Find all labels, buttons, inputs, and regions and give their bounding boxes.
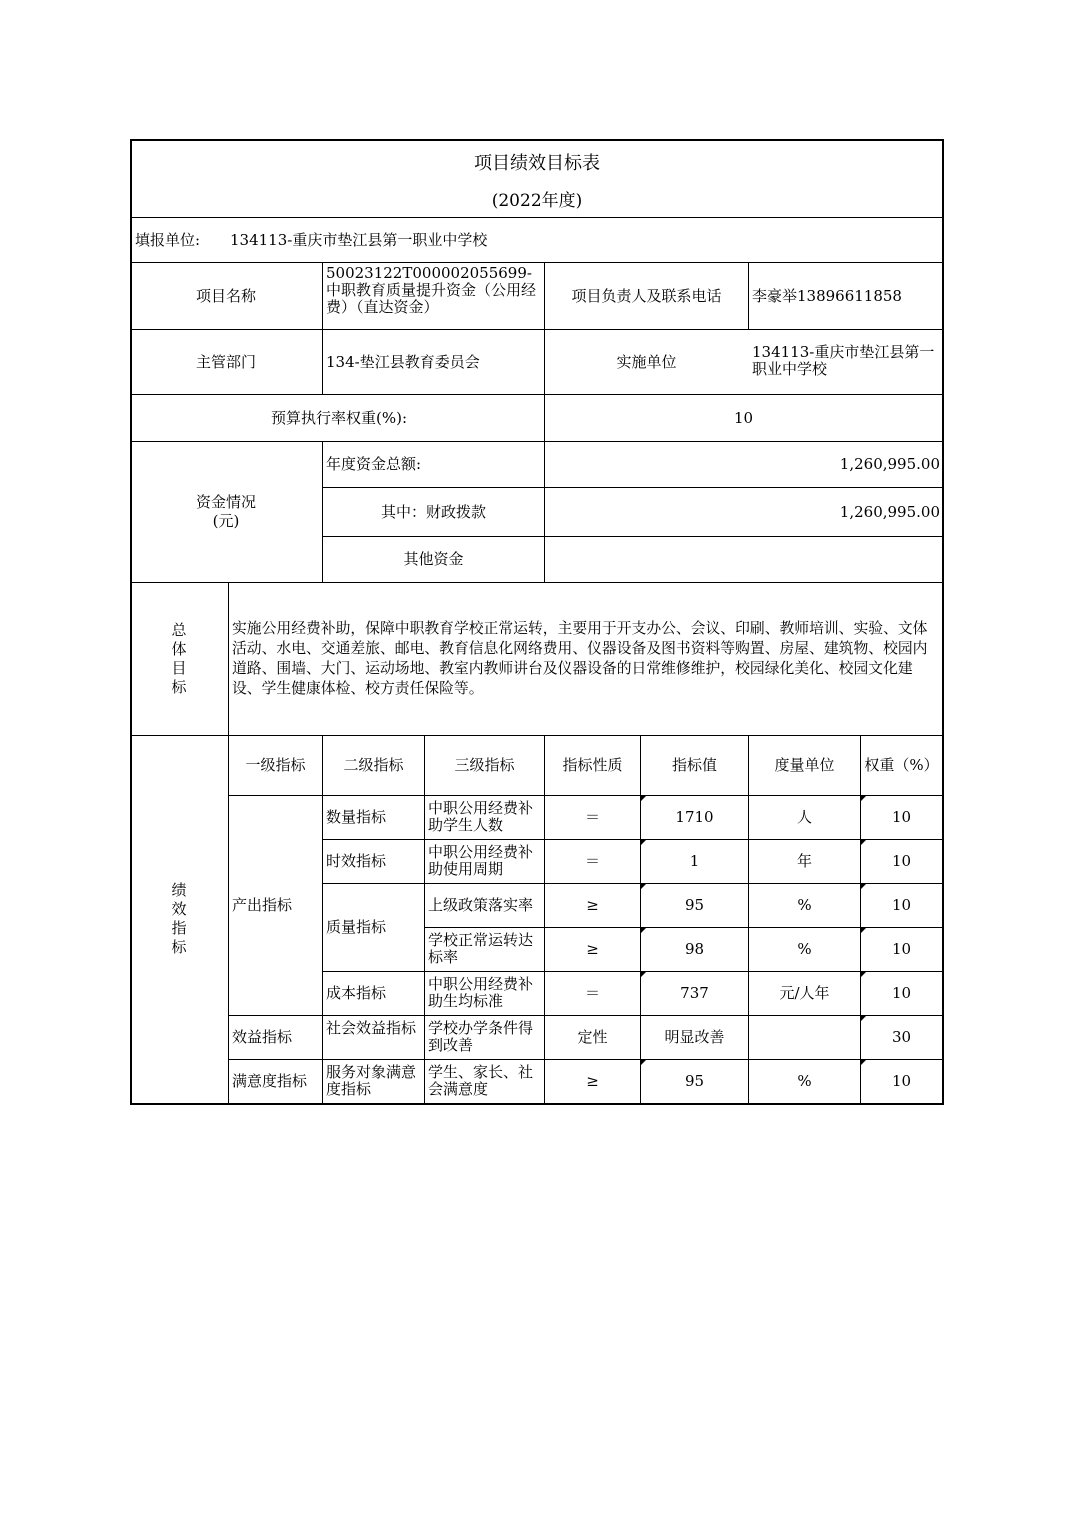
budget-rate-label: 预算执行率权重(%):	[270, 408, 407, 427]
fiscal-value: 1,260,995.00	[839, 502, 940, 521]
header-weight: 权重（%）	[864, 756, 939, 774]
table-row-0-weight: 10	[891, 808, 912, 826]
table-row-2-weight: 10	[891, 896, 912, 914]
table-row-1-unit: 年	[796, 852, 812, 870]
table-row-3-value: 98	[684, 940, 705, 958]
level1-benefit: 效益指标	[232, 1028, 293, 1046]
grid-line	[322, 262, 323, 394]
table-row-3-weight: 10	[891, 940, 912, 958]
level2-timeliness: 时效指标	[326, 852, 387, 870]
table-row-5-value: 明显改善	[664, 1028, 725, 1046]
table-row-4-level3: 中职公用经费补助生均标准	[428, 975, 534, 1010]
table-row-4-nature: ＝	[584, 984, 600, 1002]
overall-goal-label: 总体目标	[171, 621, 187, 696]
table-row-2-unit: %	[797, 896, 812, 914]
table-row-4-value: 737	[680, 984, 709, 1002]
table-border-bottom	[130, 1103, 944, 1105]
table-row-5-weight: 30	[891, 1028, 912, 1046]
leader-label: 项目负责人及联系电话	[571, 286, 722, 305]
header-level2: 二级指标	[343, 756, 404, 774]
table-row-4-weight: 10	[891, 984, 912, 1002]
grid-line	[228, 582, 229, 1104]
leader-value: 李豪举13896611858	[752, 286, 902, 305]
filler-label: 填报单位:	[135, 231, 201, 249]
table-row-5-nature: 定性	[577, 1028, 608, 1046]
table-row-1-level3: 中职公用经费补助使用周期	[428, 843, 534, 878]
level2-social-benefit: 社会效益指标	[326, 1019, 417, 1037]
level1-satisfaction: 满意度指标	[232, 1072, 308, 1090]
header-value: 指标值	[671, 756, 717, 774]
grid-line	[130, 582, 944, 583]
project-name-value: 50023122T000002055699-中职教育质量提升资金（公用经费）（直达资金）	[326, 264, 537, 316]
table-row-6-weight: 10	[891, 1072, 912, 1090]
impl-value: 134113-重庆市垫江县第一职业中学校	[752, 343, 935, 378]
table-row-0-value: 1710	[675, 808, 714, 826]
grid-line	[748, 262, 749, 329]
header-nature: 指标性质	[562, 756, 623, 774]
table-row-1-value: 1	[689, 852, 700, 870]
filler-value: 134113-重庆市垫江县第一职业中学校	[230, 231, 488, 249]
table-row-2-level3: 上级政策落实率	[428, 896, 534, 914]
budget-rate-value: 10	[733, 408, 754, 427]
performance-indicators-label: 绩效指标	[171, 881, 187, 956]
level1-output: 产出指标	[232, 896, 293, 914]
table-border-right	[942, 139, 944, 1105]
table-row-4-unit: 元/人年	[779, 984, 830, 1002]
other-value	[545, 537, 940, 582]
header-level3: 三级指标	[454, 756, 515, 774]
funds-unit: (元)	[212, 512, 240, 530]
header-unit: 度量单位	[774, 756, 835, 774]
table-row-6-value: 95	[684, 1072, 705, 1090]
table-border-top	[130, 139, 944, 141]
table-row-6-nature: ≥	[586, 1072, 599, 1090]
level2-quantity: 数量指标	[326, 808, 387, 826]
level2-service-satisfaction: 服务对象满意度指标	[326, 1063, 417, 1098]
annual-total-value: 1,260,995.00	[839, 455, 940, 473]
table-row-1-weight: 10	[891, 852, 912, 870]
table-row-3-unit: %	[797, 940, 812, 958]
dept-value: 134-垫江县教育委员会	[326, 352, 480, 371]
table-title: 项目绩效目标表	[474, 153, 600, 174]
grid-line	[130, 217, 944, 218]
table-row-0-nature: ＝	[584, 808, 600, 826]
table-row-3-nature: ≥	[586, 940, 599, 958]
table-row-6-level3: 学生、家长、社会满意度	[428, 1063, 534, 1098]
fiscal-label: 其中：财政拨款	[380, 502, 486, 521]
table-row-3-level3: 学校正常运转达标率	[428, 931, 534, 966]
header-level1: 一级指标	[245, 756, 306, 774]
table-row-5-level3: 学校办学条件得到改善	[428, 1019, 534, 1054]
table-row-2-nature: ≥	[586, 896, 599, 914]
level2-cost: 成本指标	[326, 984, 387, 1002]
level2-quality: 质量指标	[326, 918, 387, 936]
table-row-5-unit	[749, 1016, 860, 1059]
overall-goal-text: 实施公用经费补助，保障中职教育学校正常运转，主要用于开支办公、会议、印刷、教师培训、实验、文体活动、水电、交通差旅、邮电、教育信息化网络费用、仪器设备及图书资料等购置、房屋、建筑物、校园内道路、围墙、大门、运动场地、教室内教师讲台及仪器设备的日常维修维护，校园绿化美化、校园文化建设、学生健康体检、校方责任保险等。	[232, 620, 928, 697]
table-row-0-level3: 中职公用经费补助学生人数	[428, 799, 534, 834]
dept-label: 主管部门	[195, 352, 256, 371]
other-label: 其他资金	[403, 550, 464, 568]
funds-label: 资金情况	[195, 493, 256, 511]
table-year: (2022年度)	[491, 191, 583, 211]
performance-target-table	[130, 139, 944, 1105]
table-row-0-unit: 人	[796, 808, 812, 826]
table-row-2-value: 95	[684, 896, 705, 914]
impl-label: 实施单位	[616, 352, 677, 371]
table-row-1-nature: ＝	[584, 852, 600, 870]
annual-total-label: 年度资金总额:	[326, 455, 422, 473]
table-row-6-unit: %	[797, 1072, 812, 1090]
project-name-label: 项目名称	[195, 286, 256, 305]
